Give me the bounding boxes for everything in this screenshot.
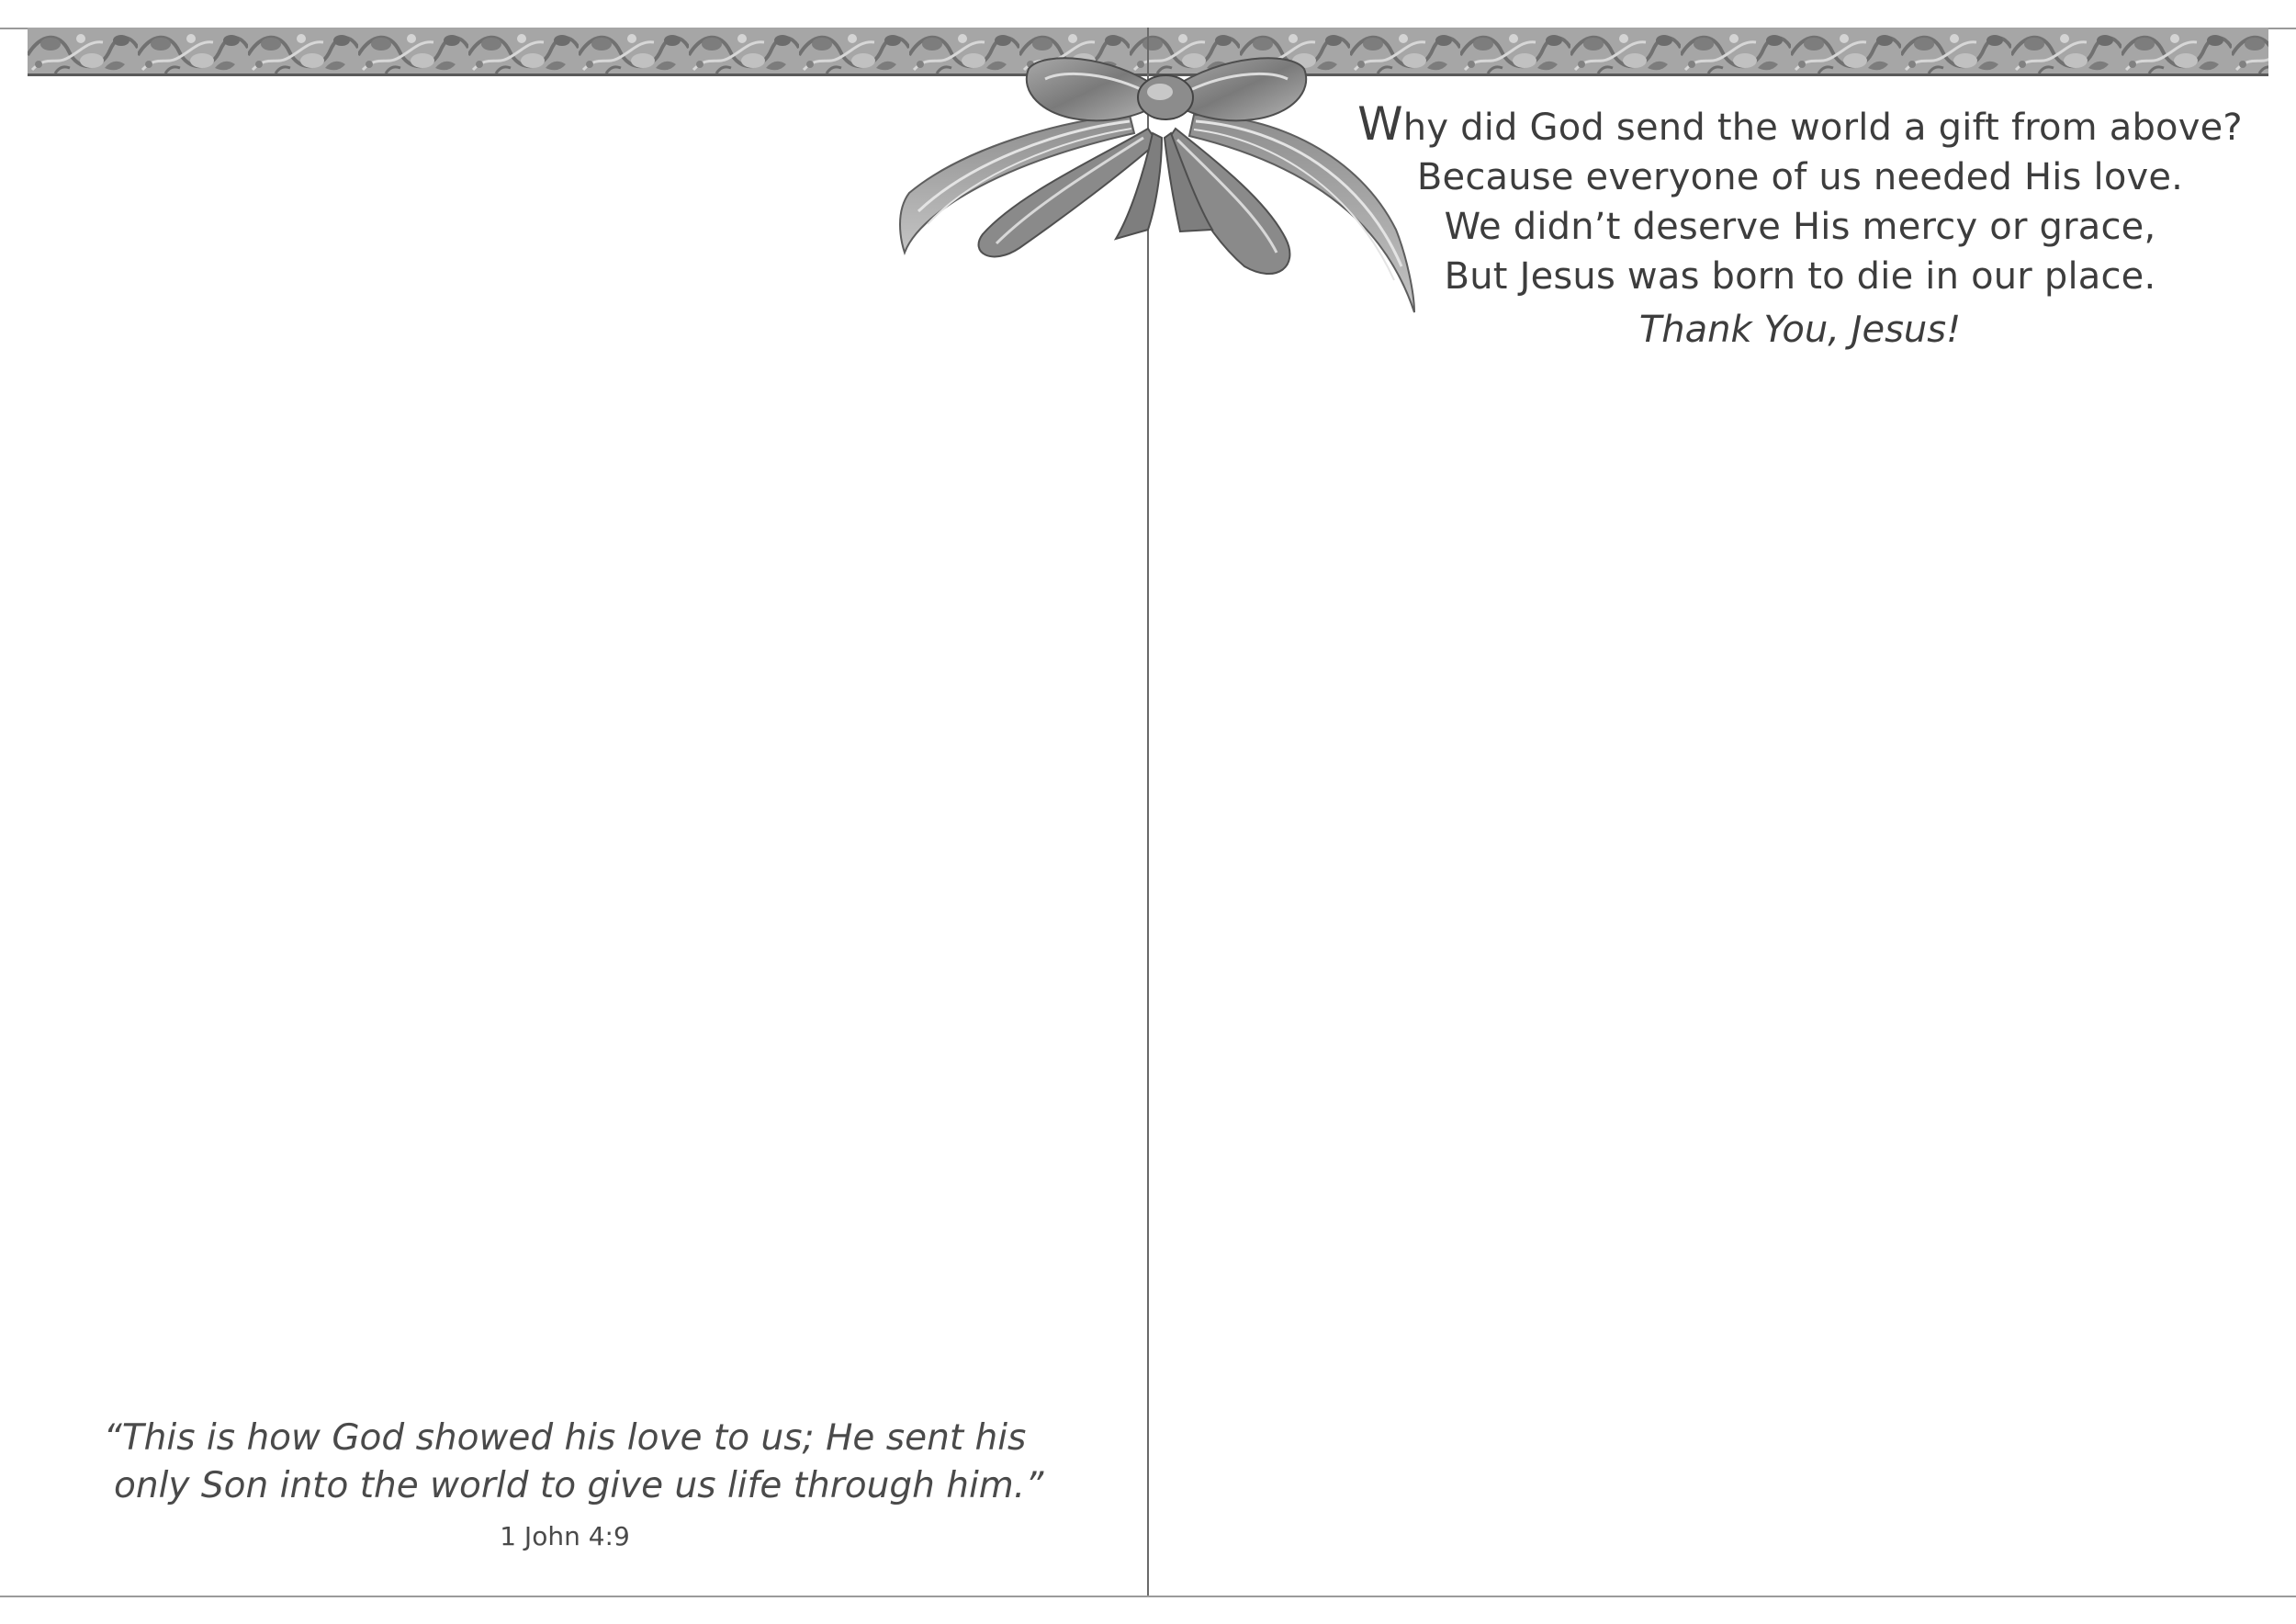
bottom-rule bbox=[0, 1596, 2296, 1597]
poem-line-2: Because everyone of us needed His love. bbox=[1416, 156, 2184, 198]
poem-block bbox=[1332, 99, 2268, 356]
poem-line-4: But Jesus was born to die in our place. bbox=[1444, 255, 2156, 298]
poem-line-1: Why did God send the world a gift from above? bbox=[1357, 97, 2243, 151]
poem-line-3: We didn’t deserve His mercy or grace, bbox=[1444, 206, 2156, 248]
poem-closing: Thank You, Jesus! bbox=[1638, 309, 1962, 351]
verse-line-1: “This is how God showed his love to us; He sent his bbox=[103, 1417, 1027, 1459]
verse-line-2: only Son into the world to give us life through him.” bbox=[114, 1465, 1044, 1506]
verse-reference: 1 John 4:9 bbox=[500, 1521, 630, 1551]
scripture-verse bbox=[92, 1415, 1044, 1558]
